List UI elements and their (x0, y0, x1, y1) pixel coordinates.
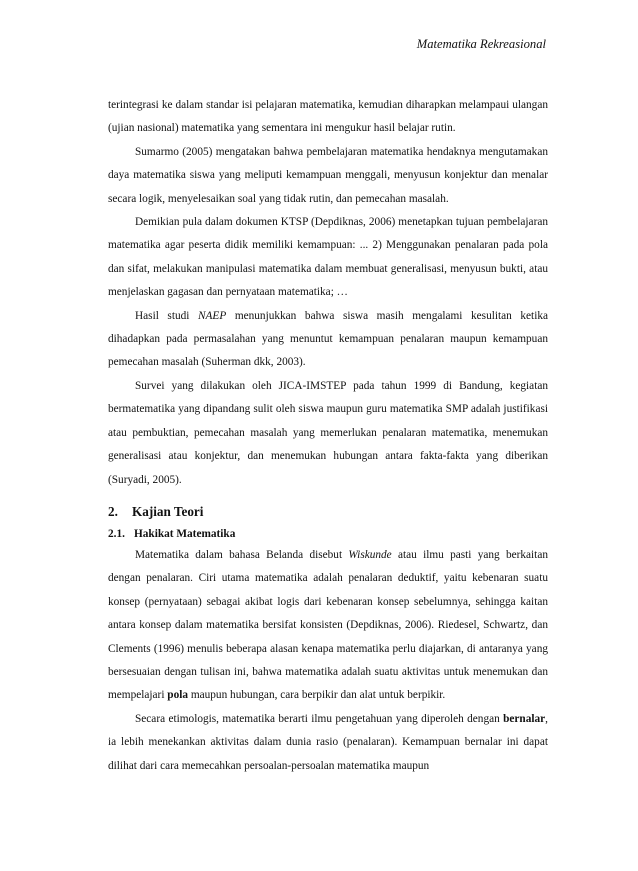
running-header: Matematika Rekreasional (416, 37, 546, 51)
subsection-heading (108, 524, 548, 544)
text-run: , ia lebih menekankan aktivitas dalam dunia rasio (penalaran). Kemampuan bernalar ini dapat dilihat dari cara memecahkan persoalan-persoalan matematika maupun (108, 712, 548, 772)
paragraph-sumarmo: Sumarmo (2005) mengatakan bahwa pembelajaran matematika hendaknya mengutamakan daya matematika siswa yang meliputi kemampuan menggali, menyusun konjektur dan menalar secara logik, menyelesaikan soal yang tidak rutin, dan pemecahan masalah. (108, 145, 548, 205)
subsection-number: 2.1. (108, 527, 125, 540)
section-title: Kajian Teori (132, 503, 204, 519)
text-run: menunjukkan bahwa siswa masih mengalami kesulitan ketika dihadapkan pada permasalahan yang menuntut kemampuan penalaran maupun kemampuan pemecahan masalah (Suherman dkk, 2003). (108, 309, 548, 369)
paragraph-wiskunde (108, 544, 548, 708)
paragraph-etimologis (108, 708, 548, 778)
section-number: 2. (108, 503, 118, 519)
text-run: Matematika dalam bahasa Belanda disebut (135, 548, 349, 561)
text-run: atau ilmu pasti yang berkaitan dengan penalaran. Ciri utama matematika adalah penalaran deduktif, yaitu kebenaran suatu konsep (pernyataan) sebagai akibat logis dari kebenaran konsep sebelumnya, sehingga kaitan antara konsep dalam matematika bersifat konsisten (Depdiknas, 2006). Riedesel, Schwartz, dan Clements (1996) menulis beberapa alasan kenapa matematika perlu diajarkan, di antaranya yang bersesuaian dengan tulisan ini, bahwa matematika adalah suatu aktivitas untuk menemukan dan mempelajari (108, 548, 548, 702)
paragraph-naep (108, 305, 548, 375)
subsection-title: Hakikat Matematika (134, 527, 236, 540)
text-run: Hasil studi (135, 309, 198, 322)
text-run: Secara etimologis, matematika berarti ilmu pengetahuan yang diperoleh dengan (135, 712, 504, 725)
bold-term: bernalar (503, 712, 546, 725)
paragraph-jica-survey: Survei yang dilakukan oleh JICA-IMSTEP pada tahun 1999 di Bandung, kegiatan bermatematika yang dipandang sulit oleh siswa maupun guru matematika SMP adalah justifikasi atau pembuktian, pemecahan masalah yang memerlukan penalaran matematika, menemukan generalisasi atau konjektur, dan menemukan hubungan antara fakta-fakta yang diberikan (Suryadi, 2005). (108, 379, 548, 486)
paragraph-ktsp: Demikian pula dalam dokumen KTSP (Depdiknas, 2006) menetapkan tujuan pembelajaran matematika agar peserta didik memiliki kemampuan: ... 2) Menggunakan penalaran pada pola dan sifat, melakukan manipulasi matematika dalam membuat generalisasi, menyusun bukti, atau menjelaskan gagasan dan pernyataan matematika; … (108, 216, 548, 299)
page-body (108, 94, 548, 778)
italic-term: Wiskunde (348, 548, 392, 561)
section-heading (108, 502, 548, 522)
bold-term: pola (167, 689, 188, 702)
paragraph-continued: terintegrasi ke dalam standar isi pelajaran matematika, kemudian diharapkan melampaui ulangan (ujian nasional) matematika yang sementara ini mengukur hasil belajar rutin. (108, 99, 548, 135)
italic-term: NAEP (198, 309, 227, 322)
text-run: maupun hubungan, cara berpikir dan alat untuk berpikir. (188, 689, 446, 702)
